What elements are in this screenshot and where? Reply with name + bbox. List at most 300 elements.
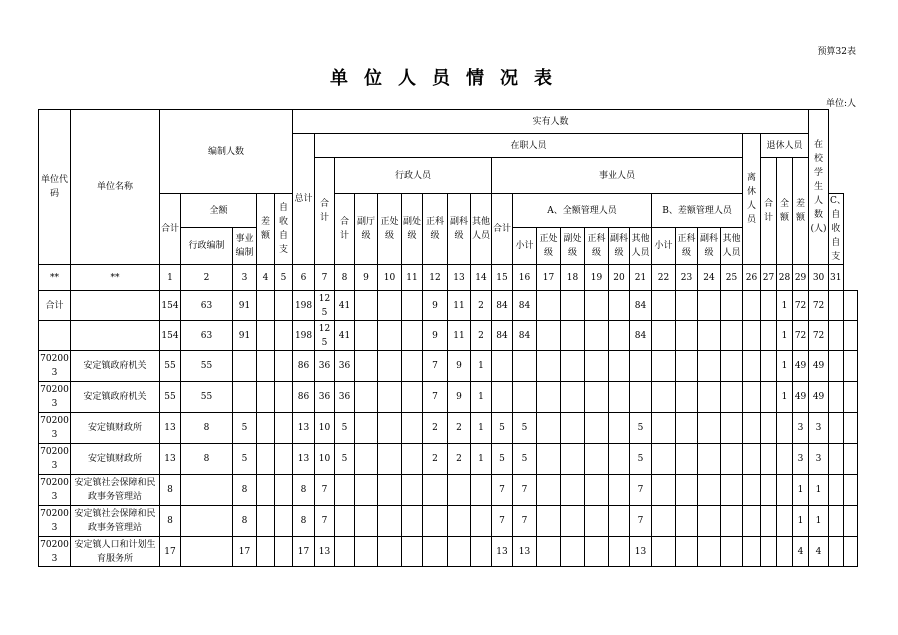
value-cell: 2 xyxy=(471,321,492,351)
value-cell xyxy=(585,321,609,351)
column-index-cell: 3 xyxy=(233,265,257,291)
value-cell: 1 xyxy=(809,506,829,537)
value-cell xyxy=(355,321,378,351)
value-cell xyxy=(721,537,743,567)
value-cell xyxy=(257,321,275,351)
value-cell xyxy=(761,351,777,382)
value-cell xyxy=(652,351,676,382)
unit-code-cell: 702003 xyxy=(39,506,71,537)
value-cell xyxy=(355,382,378,413)
value-cell xyxy=(355,413,378,444)
header-deputy-bureau: 副厅级 xyxy=(355,194,378,265)
column-index-cell: 16 xyxy=(513,265,537,291)
column-index-cell: 5 xyxy=(275,265,293,291)
value-cell xyxy=(843,506,857,537)
value-cell xyxy=(698,321,721,351)
header-other: 其他人员 xyxy=(471,194,492,265)
unit-name-cell: 安定镇政府机关 xyxy=(71,351,160,382)
value-cell: 13 xyxy=(160,413,181,444)
value-cell: 5 xyxy=(233,444,257,475)
value-cell xyxy=(609,444,630,475)
header-b-subtotal: 小计 xyxy=(652,228,676,265)
header-public-staffing: 事业编制 xyxy=(233,228,257,265)
value-cell: 13 xyxy=(630,537,652,567)
column-index-cell: 20 xyxy=(609,265,630,291)
value-cell: 3 xyxy=(793,444,809,475)
column-index-cell: 19 xyxy=(585,265,609,291)
table-body xyxy=(39,265,858,567)
value-cell: 7 xyxy=(630,475,652,506)
value-cell xyxy=(275,351,293,382)
unit-name-cell: 安定镇财政所 xyxy=(71,413,160,444)
value-cell xyxy=(335,537,355,567)
value-cell: 1 xyxy=(471,351,492,382)
value-cell xyxy=(698,537,721,567)
value-cell xyxy=(721,444,743,475)
value-cell xyxy=(829,382,843,413)
value-cell: 49 xyxy=(809,382,829,413)
unit-code-cell xyxy=(39,321,71,351)
value-cell xyxy=(829,351,843,382)
form-code: 预算32表 xyxy=(817,47,856,57)
value-cell xyxy=(233,351,257,382)
column-index-cell: 18 xyxy=(561,265,585,291)
value-cell xyxy=(402,537,423,567)
value-cell: 1 xyxy=(471,444,492,475)
header-retired-full: 全额 xyxy=(777,158,793,265)
value-cell: 5 xyxy=(233,413,257,444)
value-cell: 8 xyxy=(160,475,181,506)
unit-name-cell: 安定镇社会保障和民政事务管理站 xyxy=(71,506,160,537)
header-staffing: 编制人数 xyxy=(160,110,293,194)
value-cell xyxy=(257,382,275,413)
table-row xyxy=(39,444,858,475)
header-in-service-total: 合计 xyxy=(315,158,335,265)
unit-name-cell xyxy=(71,321,160,351)
column-index-cell: 4 xyxy=(257,265,275,291)
value-cell: 9 xyxy=(423,291,448,321)
value-cell xyxy=(561,444,585,475)
value-cell xyxy=(777,413,793,444)
value-cell xyxy=(652,506,676,537)
header-retired-leave: 离休人员 xyxy=(743,134,761,265)
value-cell xyxy=(676,413,698,444)
value-cell xyxy=(492,382,513,413)
value-cell xyxy=(257,537,275,567)
value-cell: 8 xyxy=(293,506,315,537)
value-cell xyxy=(471,537,492,567)
header-b-other: 其他人员 xyxy=(721,228,743,265)
value-cell xyxy=(777,506,793,537)
value-cell xyxy=(335,475,355,506)
column-index-row xyxy=(39,265,858,291)
value-cell xyxy=(537,291,561,321)
value-cell: 9 xyxy=(448,382,471,413)
value-cell xyxy=(585,475,609,506)
header-a-deputy-section: 副科级 xyxy=(609,228,630,265)
header-a-subtotal: 小计 xyxy=(513,228,537,265)
value-cell xyxy=(761,321,777,351)
value-cell xyxy=(355,506,378,537)
column-index-cell: 22 xyxy=(652,265,676,291)
value-cell xyxy=(609,537,630,567)
header-section: 正科级 xyxy=(423,194,448,265)
value-cell: 36 xyxy=(335,351,355,382)
column-index-cell: 21 xyxy=(630,265,652,291)
value-cell xyxy=(471,506,492,537)
value-cell: 41 xyxy=(335,321,355,351)
value-cell: 13 xyxy=(293,413,315,444)
value-cell: 2 xyxy=(423,444,448,475)
header-admin-staffing: 行政编制 xyxy=(181,228,233,265)
unit-name-cell: 安定镇人口和计划生育服务所 xyxy=(71,537,160,567)
value-cell xyxy=(676,537,698,567)
value-cell: 49 xyxy=(809,351,829,382)
unit-name-cell: 安定镇社会保障和民政事务管理站 xyxy=(71,475,160,506)
value-cell xyxy=(676,351,698,382)
value-cell: 9 xyxy=(423,321,448,351)
header-deputy-division: 副处级 xyxy=(402,194,423,265)
value-cell: 3 xyxy=(809,413,829,444)
value-cell xyxy=(843,475,857,506)
value-cell: 7 xyxy=(630,506,652,537)
value-cell: 72 xyxy=(809,291,829,321)
value-cell: 55 xyxy=(160,382,181,413)
value-cell xyxy=(378,537,402,567)
value-cell: 8 xyxy=(293,475,315,506)
value-cell xyxy=(423,475,448,506)
unit-code-cell: 702003 xyxy=(39,475,71,506)
value-cell: 154 xyxy=(160,291,181,321)
table-header xyxy=(39,110,858,265)
value-cell xyxy=(829,475,843,506)
value-cell: 125 xyxy=(315,321,335,351)
value-cell xyxy=(181,537,233,567)
value-cell: 41 xyxy=(335,291,355,321)
value-cell xyxy=(843,537,857,567)
value-cell xyxy=(561,291,585,321)
value-cell xyxy=(698,382,721,413)
column-index-cell: 15 xyxy=(492,265,513,291)
value-cell: 1 xyxy=(793,506,809,537)
column-index-cell: 27 xyxy=(761,265,777,291)
value-cell: 5 xyxy=(630,413,652,444)
column-index-cell: 30 xyxy=(809,265,829,291)
value-cell xyxy=(275,506,293,537)
value-cell xyxy=(609,321,630,351)
value-cell xyxy=(537,444,561,475)
value-cell xyxy=(585,413,609,444)
column-index-cell: 25 xyxy=(721,265,743,291)
column-index-cell: ** xyxy=(39,265,71,291)
column-index-cell: 12 xyxy=(423,265,448,291)
header-b-deputy-section: 副科级 xyxy=(698,228,721,265)
value-cell xyxy=(676,291,698,321)
column-index-cell: 10 xyxy=(378,265,402,291)
header-unit-name: 单位名称 xyxy=(71,110,160,265)
header-actual: 实有人数 xyxy=(293,110,809,134)
header-admin-staff: 行政人员 xyxy=(335,158,492,194)
value-cell xyxy=(630,351,652,382)
value-cell xyxy=(402,321,423,351)
value-cell xyxy=(676,382,698,413)
value-cell xyxy=(843,291,857,321)
header-b-section: 正科级 xyxy=(676,228,698,265)
value-cell: 8 xyxy=(233,475,257,506)
value-cell xyxy=(355,537,378,567)
column-index-cell: 29 xyxy=(793,265,809,291)
value-cell: 1 xyxy=(777,382,793,413)
value-cell xyxy=(537,413,561,444)
value-cell xyxy=(585,537,609,567)
value-cell xyxy=(257,475,275,506)
value-cell xyxy=(561,537,585,567)
unit-code-cell: 702003 xyxy=(39,382,71,413)
value-cell xyxy=(743,537,761,567)
column-index-cell: 17 xyxy=(537,265,561,291)
value-cell: 36 xyxy=(335,382,355,413)
value-cell xyxy=(829,537,843,567)
value-cell: 13 xyxy=(492,537,513,567)
value-cell xyxy=(181,506,233,537)
value-cell xyxy=(378,475,402,506)
value-cell xyxy=(843,321,857,351)
unit-code-cell: 合计 xyxy=(39,291,71,321)
value-cell: 5 xyxy=(335,444,355,475)
column-index-cell: 13 xyxy=(448,265,471,291)
value-cell xyxy=(761,444,777,475)
value-cell: 72 xyxy=(809,321,829,351)
value-cell xyxy=(721,382,743,413)
value-cell xyxy=(698,291,721,321)
value-cell: 3 xyxy=(809,444,829,475)
value-cell xyxy=(698,506,721,537)
value-cell xyxy=(423,506,448,537)
value-cell: 7 xyxy=(315,506,335,537)
value-cell xyxy=(561,382,585,413)
value-cell: 1 xyxy=(777,321,793,351)
value-cell: 49 xyxy=(793,351,809,382)
value-cell: 17 xyxy=(233,537,257,567)
value-cell: 86 xyxy=(293,351,315,382)
value-cell xyxy=(537,321,561,351)
value-cell xyxy=(743,413,761,444)
table-row xyxy=(39,413,858,444)
column-index-cell: 24 xyxy=(698,265,721,291)
value-cell xyxy=(355,351,378,382)
unit-code-cell: 702003 xyxy=(39,444,71,475)
value-cell xyxy=(561,475,585,506)
value-cell: 63 xyxy=(181,321,233,351)
value-cell xyxy=(378,291,402,321)
column-index-cell: 26 xyxy=(743,265,761,291)
table-row xyxy=(39,351,858,382)
value-cell xyxy=(257,444,275,475)
value-cell xyxy=(561,506,585,537)
value-cell xyxy=(652,413,676,444)
value-cell: 2 xyxy=(448,413,471,444)
value-cell xyxy=(843,382,857,413)
table-row xyxy=(39,475,858,506)
value-cell xyxy=(761,291,777,321)
value-cell xyxy=(537,506,561,537)
unit-code-cell: 702003 xyxy=(39,537,71,567)
value-cell xyxy=(181,475,233,506)
value-cell xyxy=(257,291,275,321)
table-row xyxy=(39,382,858,413)
value-cell xyxy=(609,351,630,382)
header-group-b: B、差额管理人员 xyxy=(652,194,743,228)
header-group-a: A、全额管理人员 xyxy=(513,194,652,228)
value-cell: 7 xyxy=(315,475,335,506)
value-cell: 2 xyxy=(448,444,471,475)
value-cell: 91 xyxy=(233,321,257,351)
value-cell: 36 xyxy=(315,382,335,413)
value-cell: 17 xyxy=(160,537,181,567)
value-cell xyxy=(630,382,652,413)
column-index-cell: 6 xyxy=(293,265,315,291)
value-cell: 2 xyxy=(423,413,448,444)
page-title: 单位人员情况表 xyxy=(330,68,568,89)
value-cell xyxy=(537,351,561,382)
value-cell: 13 xyxy=(160,444,181,475)
value-cell: 10 xyxy=(315,413,335,444)
header-a-other: 其他人员 xyxy=(630,228,652,265)
value-cell xyxy=(423,537,448,567)
value-cell: 84 xyxy=(630,291,652,321)
value-cell xyxy=(721,291,743,321)
value-cell xyxy=(402,475,423,506)
value-cell xyxy=(378,321,402,351)
value-cell: 5 xyxy=(492,413,513,444)
value-cell xyxy=(743,444,761,475)
column-index-cell: 11 xyxy=(402,265,423,291)
header-diff-funded: 差额 xyxy=(257,194,275,265)
value-cell xyxy=(335,506,355,537)
value-cell: 84 xyxy=(492,321,513,351)
value-cell xyxy=(652,444,676,475)
value-cell: 5 xyxy=(513,444,537,475)
value-cell: 72 xyxy=(793,321,809,351)
value-cell xyxy=(698,413,721,444)
value-cell xyxy=(378,506,402,537)
value-cell: 5 xyxy=(630,444,652,475)
value-cell xyxy=(676,444,698,475)
value-cell xyxy=(275,444,293,475)
value-cell xyxy=(275,475,293,506)
personnel-table xyxy=(38,109,858,567)
value-cell: 72 xyxy=(793,291,809,321)
column-index-cell: 7 xyxy=(315,265,335,291)
table-row xyxy=(39,506,858,537)
value-cell: 55 xyxy=(160,351,181,382)
header-a-division: 正处级 xyxy=(537,228,561,265)
value-cell: 13 xyxy=(293,444,315,475)
value-cell xyxy=(761,382,777,413)
value-cell xyxy=(448,506,471,537)
value-cell: 1 xyxy=(471,382,492,413)
value-cell xyxy=(676,506,698,537)
header-retired: 退休人员 xyxy=(761,134,809,158)
value-cell xyxy=(378,444,402,475)
value-cell: 1 xyxy=(777,291,793,321)
value-cell: 8 xyxy=(181,413,233,444)
value-cell xyxy=(585,351,609,382)
value-cell xyxy=(402,351,423,382)
header-public-staff: 事业人员 xyxy=(492,158,743,194)
value-cell: 84 xyxy=(630,321,652,351)
value-cell: 55 xyxy=(181,351,233,382)
value-cell xyxy=(676,321,698,351)
column-index-cell: 1 xyxy=(160,265,181,291)
value-cell xyxy=(257,413,275,444)
value-cell: 1 xyxy=(793,475,809,506)
value-cell xyxy=(492,351,513,382)
value-cell xyxy=(609,413,630,444)
column-index-cell: ** xyxy=(71,265,160,291)
header-retired-total: 合计 xyxy=(761,158,777,265)
value-cell xyxy=(561,321,585,351)
value-cell xyxy=(829,321,843,351)
value-cell xyxy=(609,382,630,413)
table-row xyxy=(39,321,858,351)
header-group-c: C、自收自支 xyxy=(829,194,843,265)
header-admin-total: 合计 xyxy=(335,194,355,265)
value-cell: 8 xyxy=(233,506,257,537)
value-cell xyxy=(652,475,676,506)
value-cell xyxy=(652,291,676,321)
value-cell: 55 xyxy=(181,382,233,413)
value-cell xyxy=(743,351,761,382)
column-index-cell: 2 xyxy=(181,265,233,291)
value-cell: 1 xyxy=(777,351,793,382)
value-cell xyxy=(537,537,561,567)
value-cell xyxy=(843,351,857,382)
value-cell: 8 xyxy=(160,506,181,537)
value-cell: 7 xyxy=(513,506,537,537)
value-cell xyxy=(402,444,423,475)
value-cell xyxy=(275,382,293,413)
value-cell xyxy=(402,382,423,413)
value-cell xyxy=(402,291,423,321)
value-cell xyxy=(609,475,630,506)
value-cell xyxy=(378,382,402,413)
value-cell xyxy=(743,475,761,506)
value-cell xyxy=(777,475,793,506)
value-cell: 5 xyxy=(335,413,355,444)
value-cell: 91 xyxy=(233,291,257,321)
header-self-funded: 自收自支 xyxy=(275,194,293,265)
value-cell xyxy=(721,413,743,444)
value-cell: 11 xyxy=(448,291,471,321)
value-cell xyxy=(829,444,843,475)
unit-name-cell: 安定镇政府机关 xyxy=(71,382,160,413)
value-cell: 5 xyxy=(513,413,537,444)
unit-code-cell: 702003 xyxy=(39,351,71,382)
value-cell: 7 xyxy=(492,475,513,506)
value-cell xyxy=(275,291,293,321)
value-cell xyxy=(777,537,793,567)
value-cell xyxy=(777,444,793,475)
value-cell xyxy=(743,321,761,351)
value-cell xyxy=(471,475,492,506)
value-cell: 36 xyxy=(315,351,335,382)
header-division: 正处级 xyxy=(378,194,402,265)
value-cell xyxy=(585,444,609,475)
value-cell xyxy=(676,475,698,506)
value-cell xyxy=(721,321,743,351)
unit-name-cell: 安定镇财政所 xyxy=(71,444,160,475)
